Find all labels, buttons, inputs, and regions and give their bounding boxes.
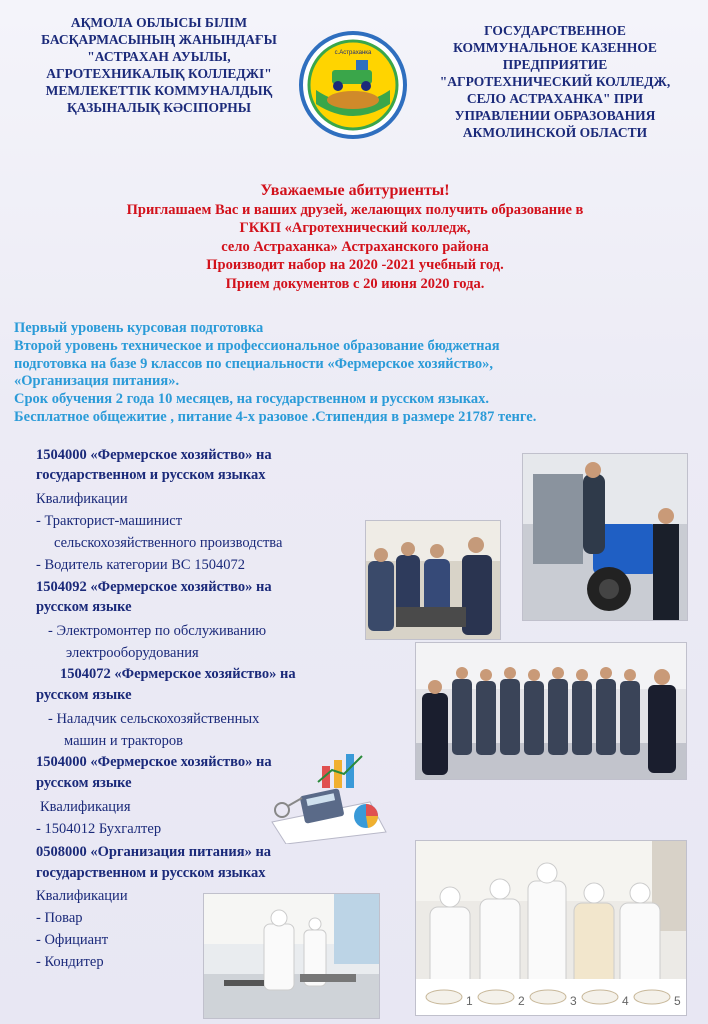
header-line: ҚАЗЫНАЛЫҚ КӘСІПОРНЫ xyxy=(66,100,252,115)
specialty-title: 1504092 «Фермерское хозяйство» на xyxy=(36,579,272,595)
plate-number: 1 xyxy=(466,994,473,1008)
dish-plate xyxy=(426,990,462,1004)
photo-kitchen-class xyxy=(203,893,380,1019)
specialty-title: 0508000 «Организация питания» на xyxy=(36,844,272,860)
invitation-title: Уважаемые абитуриенты! xyxy=(260,182,450,199)
specialty-title: русском языке xyxy=(36,599,132,615)
info-line: «Организация питания». xyxy=(14,373,180,390)
qualification-line: - Электромонтер по обслуживанию xyxy=(48,623,267,639)
photo-tractor-workshop xyxy=(522,453,688,621)
plate-number: 2 xyxy=(518,994,525,1008)
header-line: ПРЕДПРИЯТИЕ xyxy=(502,57,608,72)
qualification-line: - Тракторист-машинист xyxy=(36,513,183,529)
qualification-line: сельскохозяйственного производства xyxy=(54,535,283,551)
header-line: "АСТРАХАН АУЫЛЫ, xyxy=(87,49,231,64)
qualification-line: Квалификация xyxy=(40,799,131,815)
qualification-line: электрооборудования xyxy=(66,645,199,661)
header-line: АКМОЛИНСКОЙ ОБЛАСТИ xyxy=(462,125,648,140)
invitation-line: Производит набор на 2020 -2021 учебный год. xyxy=(206,257,504,274)
qualification-line: машин и тракторов xyxy=(64,733,184,749)
specialty-title: государственном и русском языках xyxy=(36,467,266,483)
qualification-line: Квалификации xyxy=(36,888,128,904)
header-line: КОММУНАЛЬНОЕ КАЗЕННОЕ xyxy=(453,40,657,55)
header-kazakh xyxy=(14,14,304,116)
photo-students-group xyxy=(415,642,687,780)
qualification-line: Квалификации xyxy=(36,491,128,507)
specialty-title: 1504072 «Фермерское хозяйство» на xyxy=(60,666,296,682)
header-line: ГОСУДАРСТВЕННОЕ xyxy=(484,23,626,38)
header-line: АҚМОЛА ОБЛЫСЫ БІЛІМ xyxy=(70,15,248,30)
header-line: БАСҚАРМАСЫНЫҢ ЖАНЫНДАҒЫ xyxy=(41,32,277,47)
header-line: АГРОТЕХНИКАЛЫҚ КОЛЛЕДЖІ" xyxy=(46,66,272,81)
dish-plate xyxy=(582,990,618,1004)
invitation-line: Приглашаем Вас и ваших друзей, желающих получить образование в xyxy=(126,201,584,218)
header-line: УПРАВЛЕНИИ ОБРАЗОВАНИЯ xyxy=(454,108,656,123)
qualification-line: - Официант xyxy=(36,932,109,948)
logo-text: с.Астраханка xyxy=(334,50,372,56)
plate-number: 3 xyxy=(570,994,577,1008)
specialty-title: 1504000 «Фермерское хозяйство» на xyxy=(36,754,272,770)
plate-number: 5 xyxy=(674,994,681,1008)
info-line: подготовка на базе 9 классов по специальности «Фермерское хозяйство», xyxy=(14,355,494,372)
specialty-title: 1504000 «Фермерское хозяйство» на xyxy=(36,447,272,463)
invitation-line: село Астраханка» Астраханского района xyxy=(221,238,489,255)
accounting-illustration xyxy=(262,752,390,844)
photo-engine-workshop xyxy=(365,520,501,640)
college-logo xyxy=(298,30,408,140)
header-line: СЕЛО АСТРАХАНКА" ПРИ xyxy=(466,91,644,106)
qualification-line: - Водитель категории ВС 1504072 xyxy=(36,557,245,573)
qualification-line: - Наладчик сельскохозяйственных xyxy=(48,711,260,727)
info-line: Второй уровень техническое и профессиональное образование бюджетная xyxy=(14,337,500,354)
specialty-title: государственном и русском языках xyxy=(36,865,266,881)
dish-plate xyxy=(634,990,670,1004)
header-russian xyxy=(410,22,700,141)
info-line: Первый уровень курсовая подготовка xyxy=(14,320,264,336)
dish-plate xyxy=(478,990,514,1004)
qualification-line: - Повар xyxy=(36,910,83,926)
plate-number: 4 xyxy=(622,994,629,1008)
info-line: Бесплатное общежитие , питание 4-х разовое .Стипендия в размере 21787 тенге. xyxy=(14,408,537,425)
info-block xyxy=(14,320,704,427)
specialty-title: русском языке xyxy=(36,687,132,703)
specialty-title: русском языке xyxy=(36,775,132,791)
header-line: МЕМЛЕКЕТТІК КОММУНАЛДЫҚ xyxy=(45,83,273,98)
qualification-line: - Кондитер xyxy=(36,954,104,970)
dish-plate xyxy=(530,990,566,1004)
invitation-line: Прием документов с 20 июня 2020 года. xyxy=(225,275,485,292)
invitation-block xyxy=(40,182,670,294)
photo-chefs-dishes xyxy=(415,840,687,1016)
header-line: "АГРОТЕХНИЧЕСКИЙ КОЛЛЕДЖ, xyxy=(439,74,671,89)
qualification-line: - 1504012 Бухгалтер xyxy=(36,821,162,837)
invitation-line: ГККП «Агротехнический колледж, xyxy=(239,220,471,237)
info-line: Срок обучения 2 года 10 месяцев, на государственном и русском языках. xyxy=(14,391,490,408)
